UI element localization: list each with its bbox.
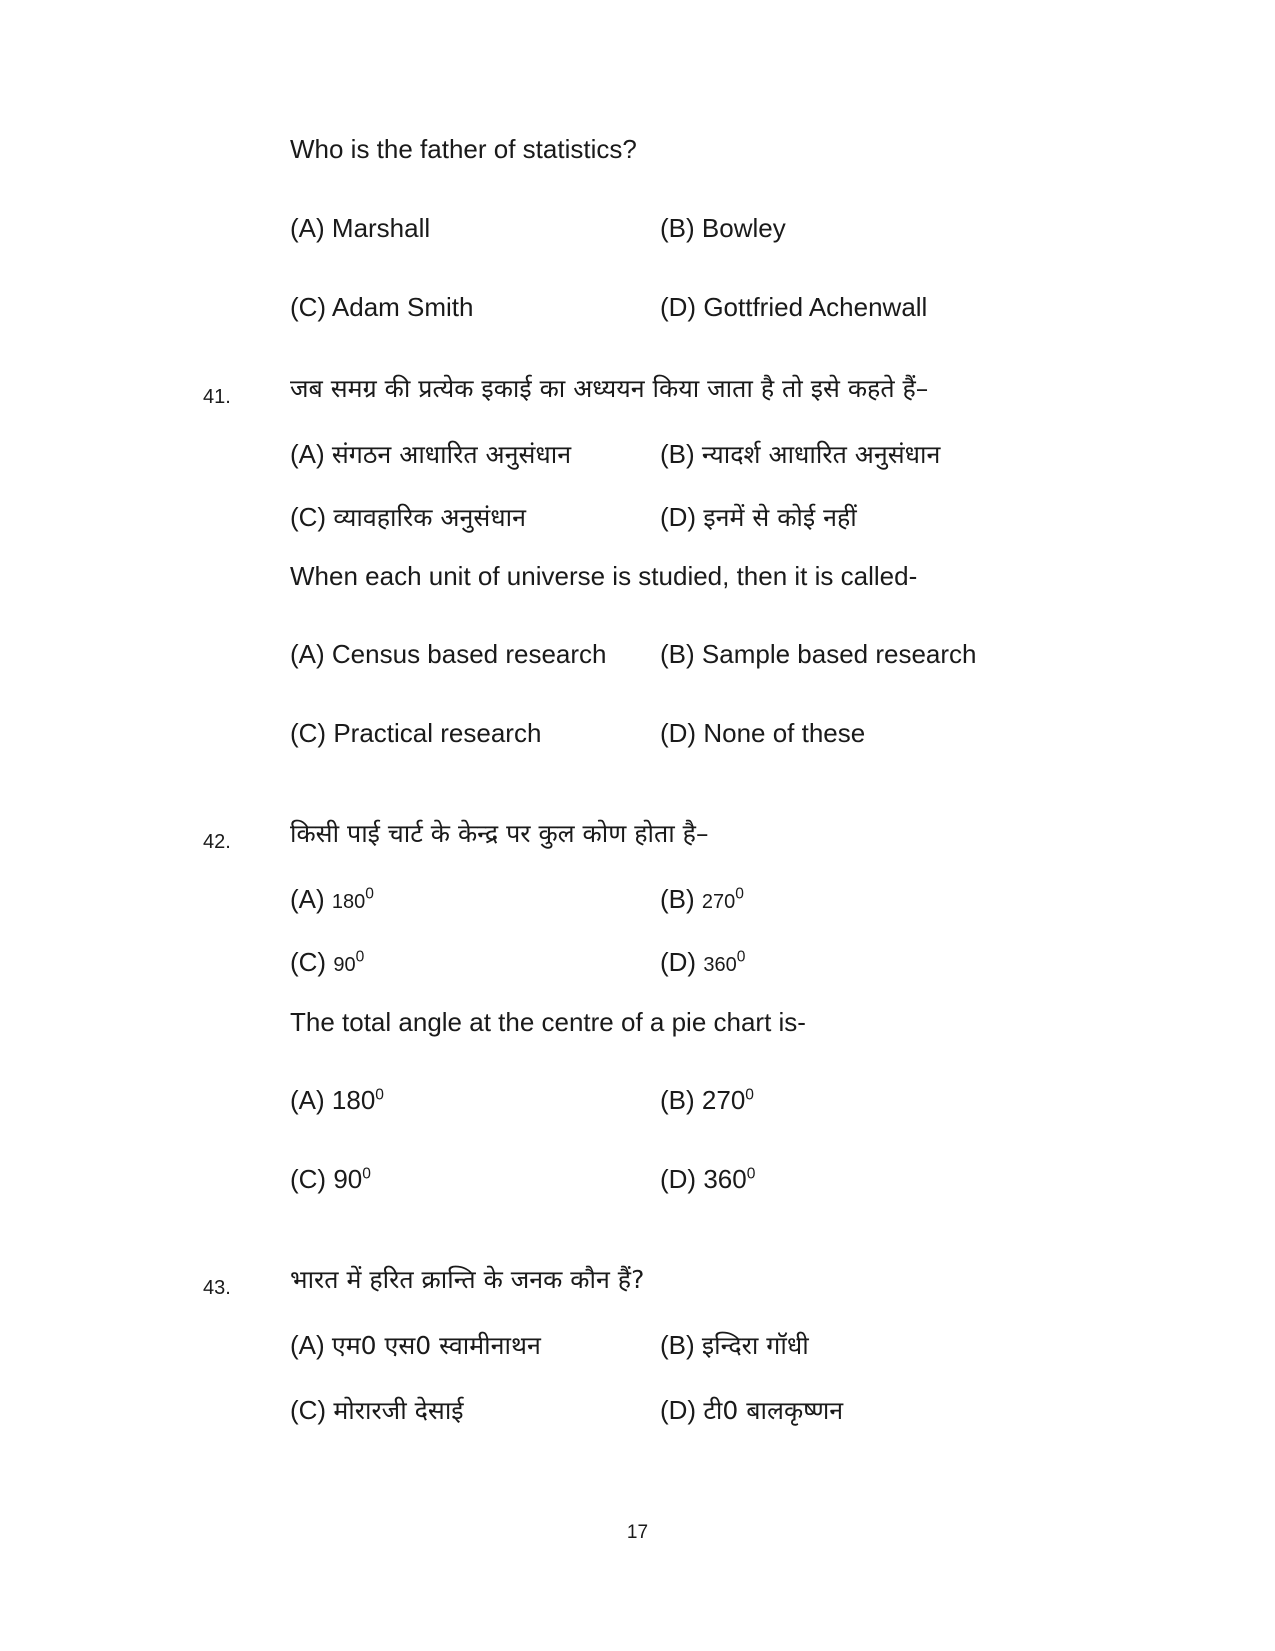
q41-question-en: When each unit of universe is studied, then it is called- bbox=[290, 561, 918, 591]
q41-en-option-d: (D) None of these bbox=[660, 718, 866, 748]
q43-hi-option-a: (A) एम0 एस0 स्वामीनाथन bbox=[290, 1330, 541, 1360]
q41-en-options-row-2 bbox=[290, 716, 1090, 750]
q42-number: 42. bbox=[203, 831, 231, 853]
q41-en-option-b: (B) Sample based research bbox=[660, 639, 977, 669]
q42-hi-option-a: (A) $180^0$ bbox=[290, 884, 374, 914]
q42-hi-options-row-1 bbox=[290, 882, 1090, 916]
q40-question-en: Who is the father of statistics? bbox=[290, 134, 637, 164]
q40-option-d: (D) Gottfried Achenwall bbox=[660, 292, 928, 322]
q41-hi-options-row-1 bbox=[290, 437, 1090, 471]
q40-options-row-1 bbox=[290, 211, 1090, 245]
q41-hi-options-row-2 bbox=[290, 500, 1090, 534]
page-number: 17 bbox=[626, 1522, 649, 1543]
q40-option-c: (C) Adam Smith bbox=[290, 292, 474, 322]
q40-options-row-2 bbox=[290, 290, 1090, 324]
q41-hi-option-a: (A) संगठन आधारित अनुसंधान bbox=[290, 439, 572, 469]
q41-hi-option-d: (D) इनमें से कोई नहीं bbox=[660, 502, 857, 532]
q42-en-option-c: (C) $90^0$ bbox=[290, 1164, 371, 1194]
q43-number: 43. bbox=[203, 1277, 231, 1299]
q40-option-a: (A) Marshall bbox=[290, 213, 431, 243]
q43-hi-options-row-2 bbox=[290, 1393, 1090, 1427]
q42-hi-option-c: (C) $90^0$ bbox=[290, 947, 365, 977]
q42-question-en: The total angle at the centre of a pie chart is- bbox=[290, 1007, 806, 1037]
q43-hi-option-b: (B) इन्दिरा गॉधी bbox=[660, 1330, 809, 1360]
q42-en-option-a: (A) $180^0$ bbox=[290, 1085, 384, 1115]
q41-en-options-row-1 bbox=[290, 637, 1090, 671]
q42-question-hi: किसी पाई चार्ट के केन्द्र पर कुल कोण होता है– bbox=[290, 819, 709, 848]
q42-en-options-row-1 bbox=[290, 1083, 1090, 1117]
q42-hi-option-d: (D) $360^0$ bbox=[660, 947, 746, 977]
q41-hi-option-c: (C) व्यावहारिक अनुसंधान bbox=[290, 502, 526, 532]
q43-question-hi: भारत में हरित क्रान्ति के जनक कौन हैं? bbox=[290, 1265, 645, 1294]
q42-hi-options-row-2 bbox=[290, 945, 1090, 979]
q41-number: 41. bbox=[203, 386, 231, 408]
q43-hi-options-row-1 bbox=[290, 1328, 1090, 1362]
q40-option-b: (B) Bowley bbox=[660, 213, 786, 243]
q41-en-option-a: (A) Census based research bbox=[290, 639, 607, 669]
q43-hi-option-d: (D) टी0 बालकृष्णन bbox=[660, 1395, 844, 1425]
q41-en-option-c: (C) Practical research bbox=[290, 718, 542, 748]
q43-hi-option-c: (C) मोरारजी देसाई bbox=[290, 1395, 464, 1425]
q42-en-option-b: (B) $270^0$ bbox=[660, 1085, 754, 1115]
q42-hi-option-b: (B) $270^0$ bbox=[660, 884, 744, 914]
q41-hi-option-b: (B) न्यादर्श आधारित अनुसंधान bbox=[660, 439, 941, 469]
q41-question-hi: जब समग्र की प्रत्येक इकाई का अध्ययन किया जाता है तो इसे कहते हैं– bbox=[290, 374, 929, 403]
q42-en-options-row-2 bbox=[290, 1162, 1090, 1196]
q42-en-option-d: (D) $360^0$ bbox=[660, 1164, 756, 1194]
